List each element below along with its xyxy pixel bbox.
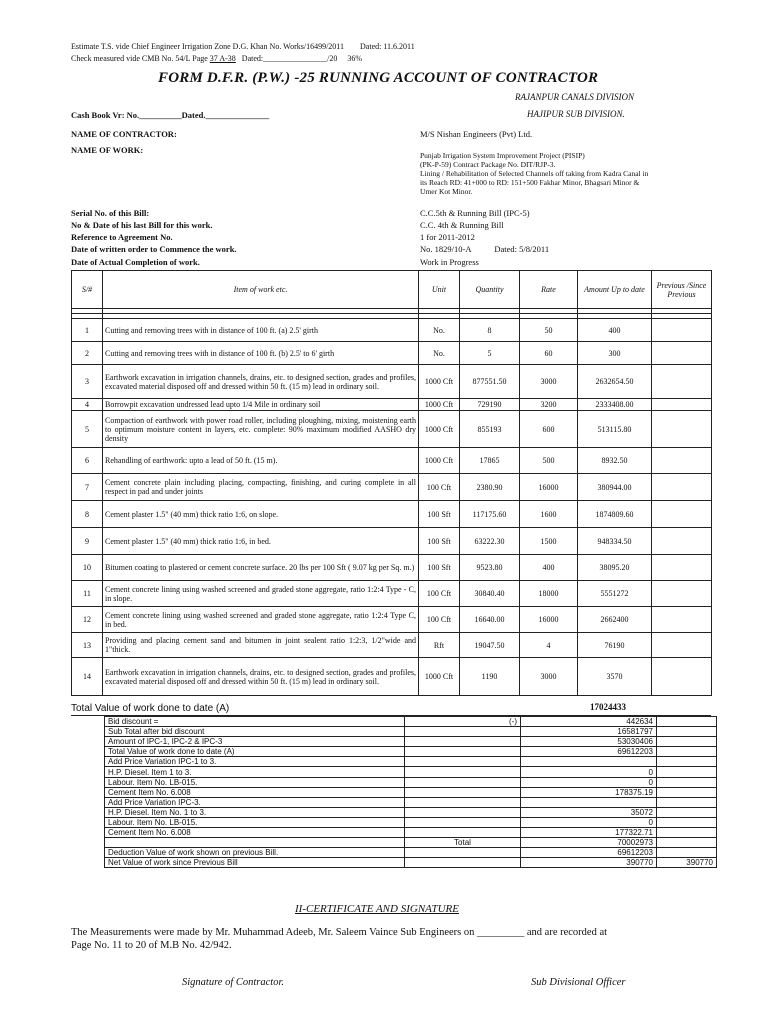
summary-label: H.P. Diesel. Item No. 1 to 3. — [105, 807, 405, 817]
row-unit: No. — [419, 319, 460, 342]
summary-table — [104, 716, 717, 868]
row-desc: Cement concrete lining using washed screened and graded stone aggregate, ratio 1:2:4 Type C, in bed. — [103, 607, 419, 633]
row-amount: 300 — [578, 342, 652, 365]
header-sn: S/# — [72, 271, 103, 309]
summary-row — [105, 747, 717, 757]
table-row — [72, 658, 712, 696]
row-amount: 3570 — [578, 658, 652, 696]
summary-row — [105, 797, 717, 807]
commence-label: Date of written order to Commence the work. — [71, 244, 237, 254]
row-prev — [652, 319, 712, 342]
row-sn: 5 — [72, 411, 103, 448]
row-sn: 7 — [72, 474, 103, 501]
summary-row — [105, 807, 717, 817]
agreement-value: 1 for 2011-2012 — [420, 232, 475, 242]
row-rate: 3000 — [520, 658, 578, 696]
work-line: Punjab Irrigation System Improvement Project (PISIP) — [420, 151, 585, 160]
row-prev — [652, 607, 712, 633]
check-page: 37 A-38 — [209, 54, 236, 63]
row-desc: Borrowpit excavation undressed lead upto 1/4 Mile in ordinary soil — [103, 399, 419, 411]
summary-row — [105, 828, 717, 838]
summary-value: 0 — [521, 817, 657, 827]
summary-mid — [405, 828, 521, 838]
row-sn: 10 — [72, 555, 103, 581]
certificate-line-2: Page No. 11 to 20 of M.B No. 42/942. — [71, 940, 232, 951]
table-row — [72, 399, 712, 411]
row-rate: 4 — [520, 633, 578, 658]
row-rate: 16000 — [520, 474, 578, 501]
row-rate: 400 — [520, 555, 578, 581]
row-prev — [652, 528, 712, 555]
summary-value: 390770 — [521, 858, 657, 868]
summary-row — [105, 757, 717, 767]
summary-mid — [405, 848, 521, 858]
row-amount: 76190 — [578, 633, 652, 658]
table-row — [72, 633, 712, 658]
row-amount: 2662400 — [578, 607, 652, 633]
summary-mid — [405, 858, 521, 868]
row-amount: 513115.80 — [578, 411, 652, 448]
total-label: Total Value of work done to date (A) — [71, 703, 230, 714]
agreement-label: Reference to Agreement No. — [71, 232, 173, 242]
row-qty: 729190 — [460, 399, 520, 411]
summary-mid — [405, 767, 521, 777]
table-row — [72, 528, 712, 555]
table-row — [72, 555, 712, 581]
contractor-value: M/S Nishan Engineers (Pvt) Ltd. — [420, 129, 533, 139]
row-unit: No. — [419, 342, 460, 365]
summary-row — [105, 737, 717, 747]
row-desc: Providing and placing cement sand and bitumen in joint sealent ratio 1:2:3, 1/2"wide and 1"thick. — [103, 633, 419, 658]
row-amount: 948334.50 — [578, 528, 652, 555]
row-rate: 3000 — [520, 365, 578, 399]
cash-book: Cash Book Vr: No.__________Dated._______________ — [71, 110, 270, 120]
summary-row — [105, 727, 717, 737]
row-prev — [652, 658, 712, 696]
row-sn: 14 — [72, 658, 103, 696]
row-prev — [652, 448, 712, 474]
check-dated: Dated:________________/20 — [241, 54, 338, 63]
table-row — [72, 365, 712, 399]
summary-mid: Total — [405, 838, 521, 848]
row-unit: 100 Sft — [419, 528, 460, 555]
row-desc: Cement concrete lining using washed screened and graded stone aggregate, ratio 1:2:4 Type - C, in slope. — [103, 581, 419, 607]
row-rate: 3200 — [520, 399, 578, 411]
certificate-heading: II-CERTIFICATE AND SIGNATURE — [295, 903, 459, 915]
summary-row — [105, 787, 717, 797]
summary-mid — [405, 747, 521, 757]
serial-value: C.C.5th & Running Bill (IPC-5) — [420, 208, 530, 218]
row-qty: 16640.00 — [460, 607, 520, 633]
summary-value: 70002973 — [521, 838, 657, 848]
total-value: 17024433 — [590, 702, 626, 712]
row-unit: 100 Cft — [419, 607, 460, 633]
summary-value: 69612203 — [521, 848, 657, 858]
summary-mid — [405, 817, 521, 827]
row-desc: Cutting and removing trees with in distance of 100 ft. (a) 2.5' girth — [103, 319, 419, 342]
row-prev — [652, 581, 712, 607]
summary-label: Sub Total after bid discount — [105, 727, 405, 737]
row-qty: 855193 — [460, 411, 520, 448]
form-title: FORM D.F.R. (P.W.) -25 RUNNING ACCOUNT OF CONTRACTOR — [158, 70, 599, 86]
estimate-text: Estimate T.S. vide Chief Engineer Irrigation Zone D.G. Khan No. Works/16499/2011 — [71, 42, 345, 51]
row-unit: 1000 Cft — [419, 365, 460, 399]
table-row — [72, 474, 712, 501]
row-amount: 2333408.00 — [578, 399, 652, 411]
row-rate: 16000 — [520, 607, 578, 633]
row-qty: 1190 — [460, 658, 520, 696]
summary-label: Add Price Variation IPC-3. — [105, 797, 405, 807]
header-amount: Amount Up to date — [578, 271, 652, 309]
summary-label — [105, 838, 405, 848]
row-qty: 8 — [460, 319, 520, 342]
summary-prev — [657, 777, 717, 787]
summary-label: Labour. Item No. LB-015. — [105, 777, 405, 787]
header-rate: Rate — [520, 271, 578, 309]
row-rate: 1500 — [520, 528, 578, 555]
row-prev — [652, 365, 712, 399]
row-unit: 1000 Cft — [419, 658, 460, 696]
last-bill-value: C.C. 4th & Running Bill — [420, 220, 504, 230]
table-row — [72, 319, 712, 342]
row-unit: 1000 Cft — [419, 448, 460, 474]
row-desc: Earthwork excavation in irrigation channels, drains, etc. to designed section, grades and profiles, excavated material disposed off and dressed within 50 ft. (15 m) lead in ordinary soil. — [103, 365, 419, 399]
row-qty: 877551.50 — [460, 365, 520, 399]
summary-label: Total Value of work done to date (A) — [105, 747, 405, 757]
row-unit: 1000 Cft — [419, 399, 460, 411]
estimate-line — [71, 42, 415, 51]
summary-prev — [657, 848, 717, 858]
table-row — [72, 448, 712, 474]
row-prev — [652, 411, 712, 448]
row-amount: 5551272 — [578, 581, 652, 607]
estimate-dated: Dated: 11.6.2011 — [360, 42, 415, 51]
summary-label: Cement Item No. 6.008 — [105, 787, 405, 797]
row-unit: 100 Sft — [419, 555, 460, 581]
summary-value: 53030406 — [521, 737, 657, 747]
row-desc: Bitumen coating to plastered or cement concrete surface. 20 lbs per 100 Sft ( 9.07 kg per Sq. m.) — [103, 555, 419, 581]
row-amount: 1874809.60 — [578, 501, 652, 528]
row-sn: 9 — [72, 528, 103, 555]
row-sn: 11 — [72, 581, 103, 607]
row-sn: 3 — [72, 365, 103, 399]
row-qty: 30840.40 — [460, 581, 520, 607]
row-rate: 50 — [520, 319, 578, 342]
work-line: Lining / Rehabilitation of Selected Channels off taking from Kadra Canal in — [420, 169, 649, 178]
summary-label: Labour. Item No. LB-015. — [105, 817, 405, 827]
row-qty: 19047.50 — [460, 633, 520, 658]
row-prev — [652, 633, 712, 658]
summary-prev — [657, 767, 717, 777]
completion-value: Work in Progress — [420, 257, 479, 267]
row-prev — [652, 501, 712, 528]
check-line — [71, 54, 362, 63]
commence-value: No. 1829/10-A Dated: 5/8/2011 — [420, 244, 550, 254]
row-rate: 600 — [520, 411, 578, 448]
summary-mid — [405, 787, 521, 797]
table-row — [72, 342, 712, 365]
subdivision-name: HAJIPUR SUB DIVISION. — [527, 109, 625, 119]
summary-prev — [657, 807, 717, 817]
summary-mid: (-) — [405, 717, 521, 727]
row-sn: 6 — [72, 448, 103, 474]
row-qty: 5 — [460, 342, 520, 365]
summary-label: Amount of IPC-1, IPC-2 & IPC-3 — [105, 737, 405, 747]
summary-mid — [405, 777, 521, 787]
row-qty: 9523.80 — [460, 555, 520, 581]
row-sn: 4 — [72, 399, 103, 411]
summary-mid — [405, 737, 521, 747]
row-sn: 8 — [72, 501, 103, 528]
row-rate: 1600 — [520, 501, 578, 528]
row-rate: 18000 — [520, 581, 578, 607]
row-qty: 17865 — [460, 448, 520, 474]
summary-prev — [657, 717, 717, 727]
summary-prev — [657, 727, 717, 737]
summary-label: H.P. Diesel. Item 1 to 3. — [105, 767, 405, 777]
contractor-label: NAME OF CONTRACTOR: — [71, 129, 177, 139]
summary-label: Net Value of work since Previous Bill — [105, 858, 405, 868]
header-previous: Previous /Since Previous — [652, 271, 712, 309]
check-percent: 36% — [347, 54, 363, 63]
row-qty: 63222.30 — [460, 528, 520, 555]
summary-prev — [657, 747, 717, 757]
summary-prev: 390770 — [657, 858, 717, 868]
row-desc: Earthwork excavation in irrigation channels, drains, etc. to designed section, grades and profiles, excavated material disposed off and dressed within 50 ft. (15 m) lead in ordinary soil. — [103, 658, 419, 696]
summary-row — [105, 838, 717, 848]
row-prev — [652, 342, 712, 365]
summary-value: 16581797 — [521, 727, 657, 737]
header-item: Item of work etc. — [103, 271, 419, 309]
summary-value: 35072 — [521, 807, 657, 817]
summary-mid — [405, 727, 521, 737]
summary-value: 0 — [521, 767, 657, 777]
summary-label: Cement Item No. 6.008 — [105, 828, 405, 838]
row-amount: 38095.20 — [578, 555, 652, 581]
row-unit: 100 Cft — [419, 474, 460, 501]
summary-prev — [657, 838, 717, 848]
work-line: (PK-P-59) Contract Package No. DIT/RJP-3. — [420, 160, 556, 169]
items-table — [71, 270, 712, 696]
contractor-signature: Signature of Contractor. — [182, 977, 284, 988]
summary-row — [105, 767, 717, 777]
table-row — [72, 411, 712, 448]
header-qty: Quantity — [460, 271, 520, 309]
row-qty: 2380.90 — [460, 474, 520, 501]
row-amount: 2632654.50 — [578, 365, 652, 399]
summary-mid — [405, 797, 521, 807]
row-sn: 1 — [72, 319, 103, 342]
summary-row — [105, 848, 717, 858]
summary-prev — [657, 828, 717, 838]
row-amount: 8932.50 — [578, 448, 652, 474]
summary-prev — [657, 757, 717, 767]
row-unit: Rft — [419, 633, 460, 658]
summary-prev — [657, 787, 717, 797]
work-label: NAME OF WORK: — [71, 145, 144, 155]
summary-row — [105, 858, 717, 868]
work-description — [420, 151, 720, 196]
table-row — [72, 501, 712, 528]
table-row — [72, 581, 712, 607]
summary-value: 0 — [521, 777, 657, 787]
row-unit: 100 Sft — [419, 501, 460, 528]
row-desc: Cement concrete plain including placing, compacting, finishing, and curing complete in all respect in pad and under joints — [103, 474, 419, 501]
summary-row — [105, 817, 717, 827]
row-desc: Compaction of earthwork with power road roller, including ploughing, mixing, moistening earth to optimum moisture content in layers, etc. complete: 90% maximum modified AASHO dry density — [103, 411, 419, 448]
row-sn: 12 — [72, 607, 103, 633]
summary-prev — [657, 797, 717, 807]
summary-prev — [657, 737, 717, 747]
row-prev — [652, 399, 712, 411]
summary-value: 442634 — [521, 717, 657, 727]
header-unit: Unit — [419, 271, 460, 309]
summary-label: Bid discount = — [105, 717, 405, 727]
row-sn: 13 — [72, 633, 103, 658]
row-amount: 400 — [578, 319, 652, 342]
row-desc: Cement plaster 1.5" (40 mm) thick ratio 1:6, on slope. — [103, 501, 419, 528]
completion-label: Date of Actual Completion of work. — [71, 257, 200, 267]
row-amount: 380944.00 — [578, 474, 652, 501]
summary-mid — [405, 757, 521, 767]
officer-signature: Sub Divisional Officer — [531, 977, 626, 988]
certificate-line-1: The Measurements were made by Mr. Muhammad Adeeb, Mr. Saleem Vaince Sub Engineers on _________ and are recorded at — [71, 927, 608, 938]
summary-row — [105, 717, 717, 727]
summary-mid — [405, 807, 521, 817]
last-bill-label: No & Date of his last Bill for this work. — [71, 220, 213, 230]
row-desc: Cement plaster 1.5" (40 mm) thick ratio 1:6, in bed. — [103, 528, 419, 555]
work-line: its Reach RD: 41+000 to RD: 151+500 Fakhar Minor, Bhagsari Minor & — [420, 178, 640, 187]
row-rate: 60 — [520, 342, 578, 365]
summary-value: 178375.19 — [521, 787, 657, 797]
row-prev — [652, 474, 712, 501]
summary-value — [521, 757, 657, 767]
summary-label: Add Price Variation IPC-1 to 3. — [105, 757, 405, 767]
row-sn: 2 — [72, 342, 103, 365]
row-desc: Cutting and removing trees with in distance of 100 ft. (b) 2.5' to 6' girth — [103, 342, 419, 365]
row-qty: 117175.60 — [460, 501, 520, 528]
division-name: RAJANPUR CANALS DIVISION — [515, 92, 634, 102]
serial-label: Serial No. of this Bill: — [71, 208, 150, 218]
row-unit: 100 Cft — [419, 581, 460, 607]
row-rate: 500 — [520, 448, 578, 474]
table-row — [72, 607, 712, 633]
summary-value: 69612203 — [521, 747, 657, 757]
summary-row — [105, 777, 717, 787]
summary-label: Deduction Value of work shown on previous Bill. — [105, 848, 405, 858]
summary-value — [521, 797, 657, 807]
check-text: Check measured vide CMB No. 54/L Page — [71, 54, 208, 63]
row-desc: Rehandling of earthwork: upto a lead of 50 ft. (15 m). — [103, 448, 419, 474]
row-prev — [652, 555, 712, 581]
row-unit: 1000 Cft — [419, 411, 460, 448]
summary-prev — [657, 817, 717, 827]
table-header-row — [72, 271, 712, 309]
work-line: Umer Kot Minor. — [420, 187, 473, 196]
summary-value: 177322.71 — [521, 828, 657, 838]
